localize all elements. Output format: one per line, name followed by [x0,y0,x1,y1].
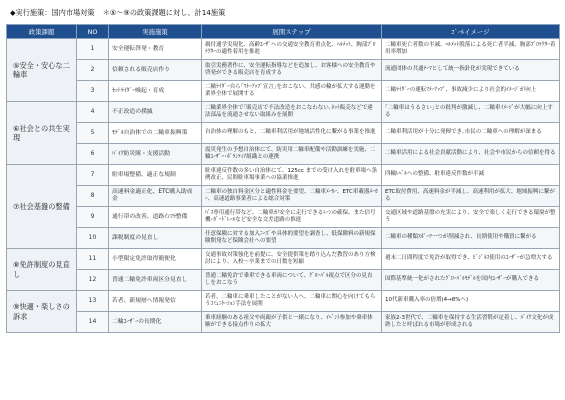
goal-cell: 週末二日間程度で免許が取得でき、ﾋﾞｼﾞﾈｽ使用のﾕｰｻﾞｰが急増大する [382,249,560,270]
document-title [10,7,225,19]
table-row [7,249,560,270]
measure-cell: 小型限定免許取得簡便化 [109,249,202,270]
table-row [7,312,560,333]
table-header-row [7,25,560,39]
row-number: 4 [77,102,109,123]
goal-cell: 交通区域や道路基盤の充実により、安全で楽しく走行できる環境が整う [382,207,560,228]
table-row [7,60,560,81]
table-row [7,144,560,165]
row-number: 2 [77,60,109,81]
goal-cell: 二輪車死亡者数の半減、ﾍﾙﾒｯﾄ脱落による死亡者半減、胸部ﾌﾟﾛﾃｸﾀｰ着用率増加 [382,39,560,60]
measure-cell: ｾｯﾄﾗｲﾀﾞｰ喚起・育成 [109,81,202,102]
row-number: 3 [77,81,109,102]
row-number: 13 [77,291,109,312]
steps-cell: 若者、二輪車に乗車したことがない人へ、二輪車に関心を向けてもらうｺﾐｭﾆｹｰｼｮﾝ手法を展開 [202,291,382,312]
row-number: 9 [77,207,109,228]
table-row [7,228,560,249]
row-number: 6 [77,144,109,165]
steps-cell: 普通二輪免許で乗車できる車両について、ｸﾞﾛｰﾊﾞﾙ視点で区分の見直しをおこなう [202,270,382,291]
measure-cell: 駐車場整備、適正な規制 [109,165,202,186]
goal-cell: 家族2-3世代で、二輪車を保持する生活習慣が定着し、ﾊﾞｲｸ文化が成熟したと呼ばれる市場が形成される [382,312,560,333]
steps-cell: 二輪車の独自料金区分と適性料金を要望、二輪車ﾒｰｶｰ、ETC車載器ﾒｰｶｰ、高速道路事業者による総合対策 [202,186,382,207]
category-cell: ⑥社会との共生実現 [7,102,77,165]
goal-cell: 国際基準統一化がされたｸﾞﾛｰﾊﾞﾙﾓﾃﾞﾙを国内ﾕｰｻﾞｰが購入できる [382,270,560,291]
measure-cell: 不正改造の撲滅 [109,102,202,123]
header-goal: ｺﾞｰﾙイメージ [382,25,560,39]
row-number: 5 [77,123,109,144]
row-number: 8 [77,186,109,207]
header-no: NO [77,25,109,39]
measure-cell: 若者、新規層へ情報発信 [109,291,202,312]
measure-cell: 通行帯の改善、道路ｲﾝﾌﾗ整備 [109,207,202,228]
measure-cell: 課税制度の見直し [109,228,202,249]
measure-cell: 普通二輪免許車両区分見直し [109,270,202,291]
measure-cell: 二輪ﾕｰｻﾞｰの長期化 [109,312,202,333]
row-number: 1 [77,39,109,60]
table-row [7,123,560,144]
measure-cell: ﾓﾃﾞﾙ自治体での二輪車振興策 [109,123,202,144]
goal-cell: 二輪車活用による社会貢献活動により、社会や市民からの信頼を得る [382,144,560,165]
steps-cell: 交通事故対策強化を前提に、安全提供策を踏り込んだ教習のあり方検討により、入校〜卒業までの日数を短縮 [202,249,382,270]
goal-cell: ETC取付費用、高速料金が半減し、高速利用が拡大、地域振興に繋がる [382,186,560,207]
steps-cell: 乗車経験のある祖父や両親が子供と一緒になり、ｲﾍﾞﾝﾄ参加や乗車体験ができる接点作りの拡大 [202,312,382,333]
goal-cell: ｢二輪車はうるさい｣との批判が激減し、二輪車ｲﾒｰｼﾞが大幅に向上する [382,102,560,123]
goal-cell: 二輪車の種類ｽﾎﾟｰﾂ一つが削減され、長期使用や購買に繋がる [382,228,560,249]
goal-cell: 二輪車利活用が十分に発揮でき､市民の二輪車への理解が深まる [382,123,560,144]
category-cell: ⑨快適・楽しさの訴求 [7,291,77,333]
goal-cell: 流通団体の共通ﾃｰﾏとして統一指針化が実現できている [382,60,560,81]
steps-cell: 駐車違反件数の多い自治体にて、125cc までの受け入れを駐車場へ条例改正、民間駐車場事業への協業推進 [202,165,382,186]
table-row [7,186,560,207]
category-cell: ⑧免許制度の見直し [7,249,77,291]
category-cell: ⑦社会基盤の整備 [7,165,77,249]
header-policy-issue: 政策課題 [7,25,77,39]
steps-cell: 震災発生の予想自治体にて、防災用二輪車配備や活動訓練を実施、二輪ﾕｰｻﾞｰ･ﾎﾞﾗﾝﾃｨｱ組織との連携 [202,144,382,165]
steps-cell: ﾊﾞｽ専用通行帯など、二輪車が安全に走行できるﾚｰﾝの確保、また信号機･ｶﾞｰﾄﾞﾚｰﾙなど安全な交差道路の推進 [202,207,382,228]
goal-cell: 10代新車購入率の倍増(4→8%へ) [382,291,560,312]
steps-cell: 取引実務著作に、安全運転指導などを追加し、お客様への安全教育や啓発ができる販売店を育成する [202,60,382,81]
row-number: 7 [77,165,109,186]
steps-cell: 任意保険に対する加入ﾆｰｽﾞや具体的要望を調査し、低保険料の新規保険開発など保険会社への要望 [202,228,382,249]
steps-cell: 二輪ﾗｲﾀﾞｰ自ら｢ﾏﾅｰｱｯﾌﾟ宣言｣をおこない、共感の輪が拡大する運動を業界全体で展開する [202,81,382,102]
title-note: ＊⑤～⑨の政策課題に対し、計14施策 [102,8,226,17]
row-number: 12 [77,270,109,291]
row-number: 10 [77,228,109,249]
measure-cell: 高速料金適正化、ETC購入助成金 [109,186,202,207]
measure-cell: 信頼される販売店作り [109,60,202,81]
row-number: 11 [77,249,109,270]
row-number: 14 [77,312,109,333]
header-steps: 展開ステップ [202,25,382,39]
category-cell: ⑤安全・安心な二輪車 [7,39,77,102]
steps-cell: 二輪業界全体で｢販売店で不法改造をおこなわない､ﾈｯﾄ販売などで違法部品を流通させない取組みを展開 [202,102,382,123]
measure-cell: 安全運転啓発・教育 [109,39,202,60]
table-row [7,270,560,291]
steps-cell: 自治体の理解のもと、二輪車利活用が地域活性化に繋がる事業を推進 [202,123,382,144]
table-row [7,39,560,60]
header-measure: 実施施策 [109,25,202,39]
table-row [7,81,560,102]
title-text: ◆実行施策：国内市場対策 [10,8,95,17]
goal-cell: 二輪ﾗｲﾀﾞｰの運転ﾏﾅｰｱｯﾌﾟ、事故減少により社会的ｲﾒｰｼﾞが向上 [382,81,560,102]
table-row [7,291,560,312]
goal-cell: 四輪ﾚﾍﾞﾙへの整備、駐車違反件数が半減 [382,165,560,186]
measures-table [6,24,560,333]
table-row [7,165,560,186]
steps-cell: 親付通学実現化、高齢ﾕｰｻﾞへの交通安全教育重点化、ﾍﾙﾒｯﾄ、胸部ﾌﾟﾛﾃｸﾀｰの適性着用を推進 [202,39,382,60]
table-row [7,207,560,228]
measure-cell: ﾊﾞｲｸ防災隊・支援活動 [109,144,202,165]
table-row [7,102,560,123]
